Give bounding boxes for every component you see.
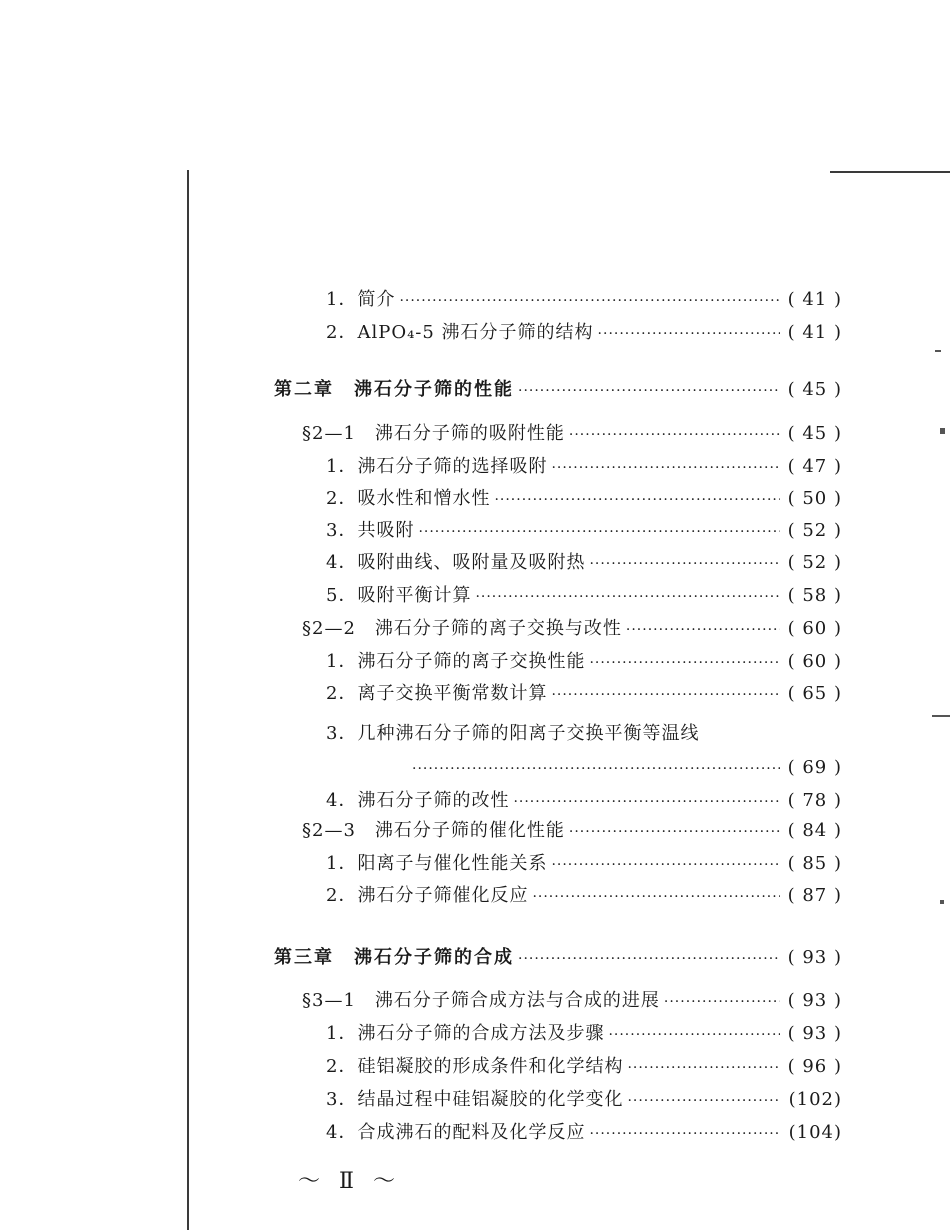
toc-page-number: ( 60 ) [787, 618, 842, 639]
toc-entry-label: 1．沸石分子筛的选择吸附 [326, 456, 548, 477]
toc-entry-row [326, 718, 842, 750]
toc-page-number: ( 93 ) [787, 947, 842, 968]
toc-entry-label: 2．吸水性和憎水性 [326, 488, 491, 509]
toc-page-number: ( 52 ) [787, 552, 842, 573]
toc-section-row [302, 815, 842, 847]
toc-page-number: ( 85 ) [787, 853, 842, 874]
toc-leader-dots [551, 849, 780, 881]
toc-entry-label: 1．沸石分子筛的合成方法及步骤 [326, 1023, 605, 1044]
toc-entry-label: 2．AlPO₄-5 沸石分子筛的结构 [326, 322, 594, 343]
toc-section-row [302, 418, 842, 450]
toc-section-row [302, 613, 842, 645]
toc-entry-label: 5．吸附平衡计算 [326, 585, 472, 606]
toc-leader-dots [608, 1019, 780, 1051]
toc-entry-row [326, 483, 842, 515]
toc-page-number: ( 96 ) [787, 1056, 842, 1077]
toc-leader-dots [598, 318, 780, 350]
toc-leader-dots [418, 516, 780, 548]
toc-page-number: ( 78 ) [787, 790, 842, 811]
toc-page-number: ( 58 ) [787, 585, 842, 606]
toc-page-number: ( 41 ) [787, 289, 842, 310]
toc-page-number: ( 93 ) [787, 1023, 842, 1044]
toc-entry-label: 4．吸附曲线、吸附量及吸附热 [326, 552, 586, 573]
toc-leader-dots [569, 419, 780, 451]
toc-page-number: ( 47 ) [787, 456, 842, 477]
toc-leader-dots [569, 816, 780, 848]
toc-section-row [302, 985, 842, 1017]
toc-leader-dots [475, 581, 780, 613]
toc-entry-row [326, 1051, 842, 1083]
toc-entry-row [326, 848, 842, 880]
toc-page-number: ( 52 ) [787, 520, 842, 541]
toc-page-number: ( 50 ) [787, 488, 842, 509]
toc-entry-row [326, 1018, 842, 1050]
toc-entry-row [326, 646, 842, 678]
toc-entry-row [326, 678, 842, 710]
toc-chapter-row [274, 374, 842, 406]
toc-leader-dots [518, 943, 780, 975]
toc-leader-dots [551, 679, 780, 711]
toc-entry-label: 1．沸石分子筛的离子交换性能 [326, 651, 586, 672]
toc-leader-dots [626, 614, 780, 646]
page-footer: ～ Ⅱ ～ [298, 1169, 401, 1194]
toc-page-number: ( 87 ) [787, 885, 842, 906]
toc-leader-dots [664, 986, 780, 1018]
toc-entry-row [326, 284, 842, 316]
toc-leader-dots [412, 753, 780, 785]
toc-entry-row [326, 580, 842, 612]
toc-leader-dots [589, 548, 780, 580]
toc-entry-row [326, 1084, 842, 1116]
toc-leader-dots [627, 1085, 780, 1117]
toc-entry-label: 第二章 沸石分子筛的性能 [274, 379, 514, 400]
toc-entry-label: 2．离子交换平衡常数计算 [326, 683, 548, 704]
toc-leader-dots [589, 647, 780, 679]
toc-leader-dots [494, 484, 780, 516]
toc-page-number: ( 45 ) [787, 423, 842, 444]
toc-page-number: (104) [788, 1122, 842, 1143]
toc-entry-label: 2．硅铝凝胶的形成条件和化学结构 [326, 1056, 624, 1077]
toc-entry-label: 4．沸石分子筛的改性 [326, 790, 510, 811]
toc-leader-dots [513, 786, 780, 818]
toc-entry-label: 1．简介 [326, 289, 396, 310]
toc-entry-label: 4．合成沸石的配料及化学反应 [326, 1122, 586, 1143]
toc-leader-dots [399, 285, 780, 317]
toc-leader-dots [532, 881, 780, 913]
toc-entry-label: 1．阳离子与催化性能关系 [326, 853, 548, 874]
toc-entry-row [326, 785, 842, 817]
toc-page-number: (102) [788, 1089, 842, 1110]
toc-leader-dots [551, 452, 780, 484]
toc-page-number: ( 93 ) [787, 990, 842, 1011]
toc-entry-row [326, 1117, 842, 1149]
toc-page-number: ( 41 ) [787, 322, 842, 343]
toc-page-number: ( 45 ) [787, 379, 842, 400]
toc-entry-row [326, 317, 842, 349]
toc-entry-label: §2—3 沸石分子筛的催化性能 [302, 820, 565, 841]
toc-page-number: ( 84 ) [787, 820, 842, 841]
toc-entry-row [326, 547, 842, 579]
toc-entry-label: 3．结晶过程中硅铝凝胶的化学变化 [326, 1089, 624, 1110]
toc-entry-label: 第三章 沸石分子筛的合成 [274, 947, 514, 968]
toc-entry-label: §3—1 沸石分子筛合成方法与合成的进展 [302, 990, 660, 1011]
toc-entry-row [408, 752, 842, 784]
toc-entry-label: §2—1 沸石分子筛的吸附性能 [302, 423, 565, 444]
toc-page-number: ( 65 ) [787, 683, 842, 704]
toc-entry-label: 2．沸石分子筛催化反应 [326, 885, 529, 906]
toc-entry-label: §2—2 沸石分子筛的离子交换与改性 [302, 618, 622, 639]
toc-page-number: ( 60 ) [787, 651, 842, 672]
toc-leader-dots [627, 1052, 780, 1084]
toc-chapter-row [274, 942, 842, 974]
toc-entry-label: 3．共吸附 [326, 520, 415, 541]
toc-entry-row [326, 880, 842, 912]
toc-entry-row [326, 515, 842, 547]
toc-leader-dots [589, 1118, 780, 1150]
toc-page-number: ( 69 ) [787, 757, 842, 778]
toc-entry-row [326, 451, 842, 483]
toc-entry-label: 3．几种沸石分子筛的阳离子交换平衡等温线 [326, 723, 700, 744]
toc-leader-dots [518, 375, 780, 407]
